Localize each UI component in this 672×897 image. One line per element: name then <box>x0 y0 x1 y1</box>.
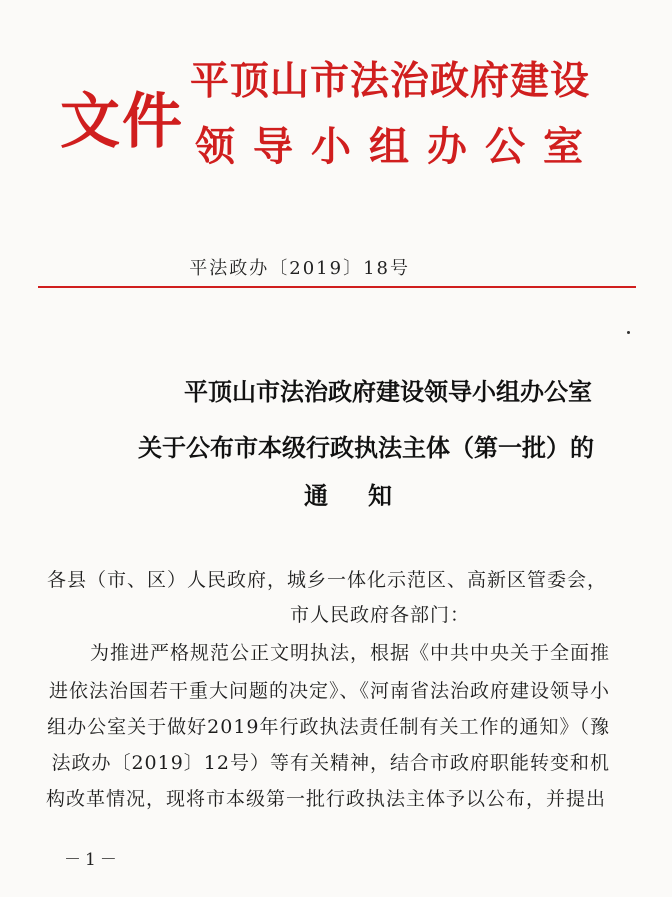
issuing-org-line-2: 领导小组办公室 <box>195 124 601 170</box>
body-line-3: 为推进严格规范公正文明执法，根据《中共中央关于全面推 <box>89 642 610 664</box>
issuing-org-line-1: 平顶山市法治政府建设 <box>190 59 591 104</box>
ink-dot <box>627 331 630 334</box>
document-number: 平法政办〔2019〕18号 <box>189 258 410 279</box>
body-line-6: 法政办〔2019〕12号）等有关精神，结合市政府职能转变和机 <box>51 752 610 774</box>
body-line-4: 进依法治国若干重大问题的决定》、《河南省法治政府建设领导小 <box>48 680 610 702</box>
body-line-1: 各县（市、区）人民政府，城乡一体化示范区、高新区管委会， <box>46 569 607 591</box>
body-line-5: 组办公室关于做好2019年行政执法责任制有关工作的通知》（豫 <box>47 716 610 738</box>
body-line-7: 构改革情况，现将市本级第一批行政执法主体予以公布，并提出 <box>45 788 606 810</box>
title-line-2: 关于公布市本级行政执法主体（第一批）的 <box>138 434 594 462</box>
body-line-2: 市人民政府各部门： <box>289 604 470 626</box>
document-word: 文件 <box>60 87 184 157</box>
title-line-3: 通知 <box>304 482 432 510</box>
title-line-1: 平顶山市法治政府建设领导小组办公室 <box>184 378 592 406</box>
page-number: －1－ <box>64 850 121 870</box>
red-separator-line <box>38 286 636 288</box>
